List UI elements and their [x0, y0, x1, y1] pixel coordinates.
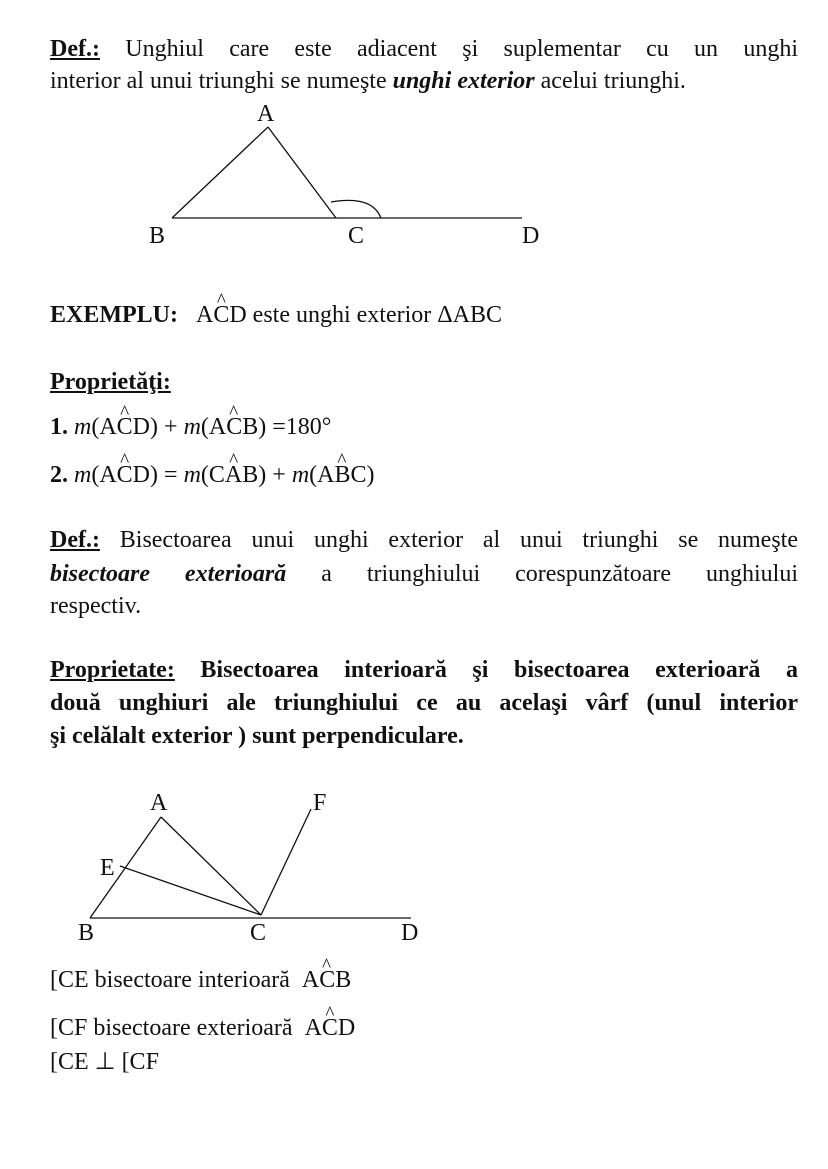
- bisector-ce: [120, 866, 261, 915]
- definition-exterior-bisector-line1: Def.: Bisectoarea unui unghi exterior al unui triunghi se numeşte: [50, 527, 798, 553]
- note-perpendicular: [CE ⊥ [CF: [50, 1049, 159, 1075]
- label-b: B: [149, 223, 166, 249]
- label-b2: B: [78, 920, 95, 946]
- definition-exterior-bisector-line3: respectiv.: [50, 593, 142, 619]
- property-perpendicular-line1: Proprietate: Bisectoarea interioară şi bisectoarea exterioară a: [50, 657, 798, 683]
- property-1: 1. m(^ ACD) + m(^ ACB) =180°: [50, 412, 798, 442]
- label-f: F: [313, 790, 327, 816]
- label-e: E: [100, 855, 115, 881]
- bisector-cf: [261, 809, 311, 915]
- example: EXEMPLU: ^ ACD este unghi exterior ΔABC: [50, 300, 798, 330]
- note-exterior-bisector: [CF bisectoare exterioară ^ ACD: [50, 1013, 798, 1043]
- definition-exterior-angle-line2: interior al unui triunghi se numeşte unghi exterior acelui triunghi.: [50, 68, 686, 94]
- angle-arc: [331, 200, 381, 218]
- property-2: 2. m(^ ACD) = m(^ CAB) + m(^ ABC): [50, 460, 798, 490]
- label-c2: C: [250, 920, 267, 946]
- label-a2: A: [150, 790, 168, 816]
- property-perpendicular-line3: şi celălalt exterior ) sunt perpendiculare.: [50, 723, 464, 749]
- note-interior-bisector: [CE bisectoare interioară ^ ACB: [50, 965, 798, 995]
- definition-exterior-angle-line1: Def.: Unghiul care este adiacent şi suplementar cu un unghi: [50, 36, 798, 62]
- property-perpendicular-line2: două unghiuri ale triunghiului ce au acelaşi vârf (unul interior: [50, 690, 798, 716]
- segment-ac: [161, 817, 261, 915]
- segment-ac: [268, 127, 336, 218]
- label-d: D: [522, 223, 540, 249]
- properties-title: Proprietăţi:: [50, 369, 171, 395]
- definition-exterior-bisector-line2: bisectoare exterioară a triunghiului corespunzătoare unghiului: [50, 561, 799, 587]
- figure-exterior-angle: [172, 127, 522, 218]
- label-d2: D: [401, 920, 419, 946]
- figure-bisectors: [90, 809, 411, 918]
- label-c: C: [348, 223, 365, 249]
- segment-ab: [172, 127, 268, 218]
- label-a: A: [257, 101, 275, 127]
